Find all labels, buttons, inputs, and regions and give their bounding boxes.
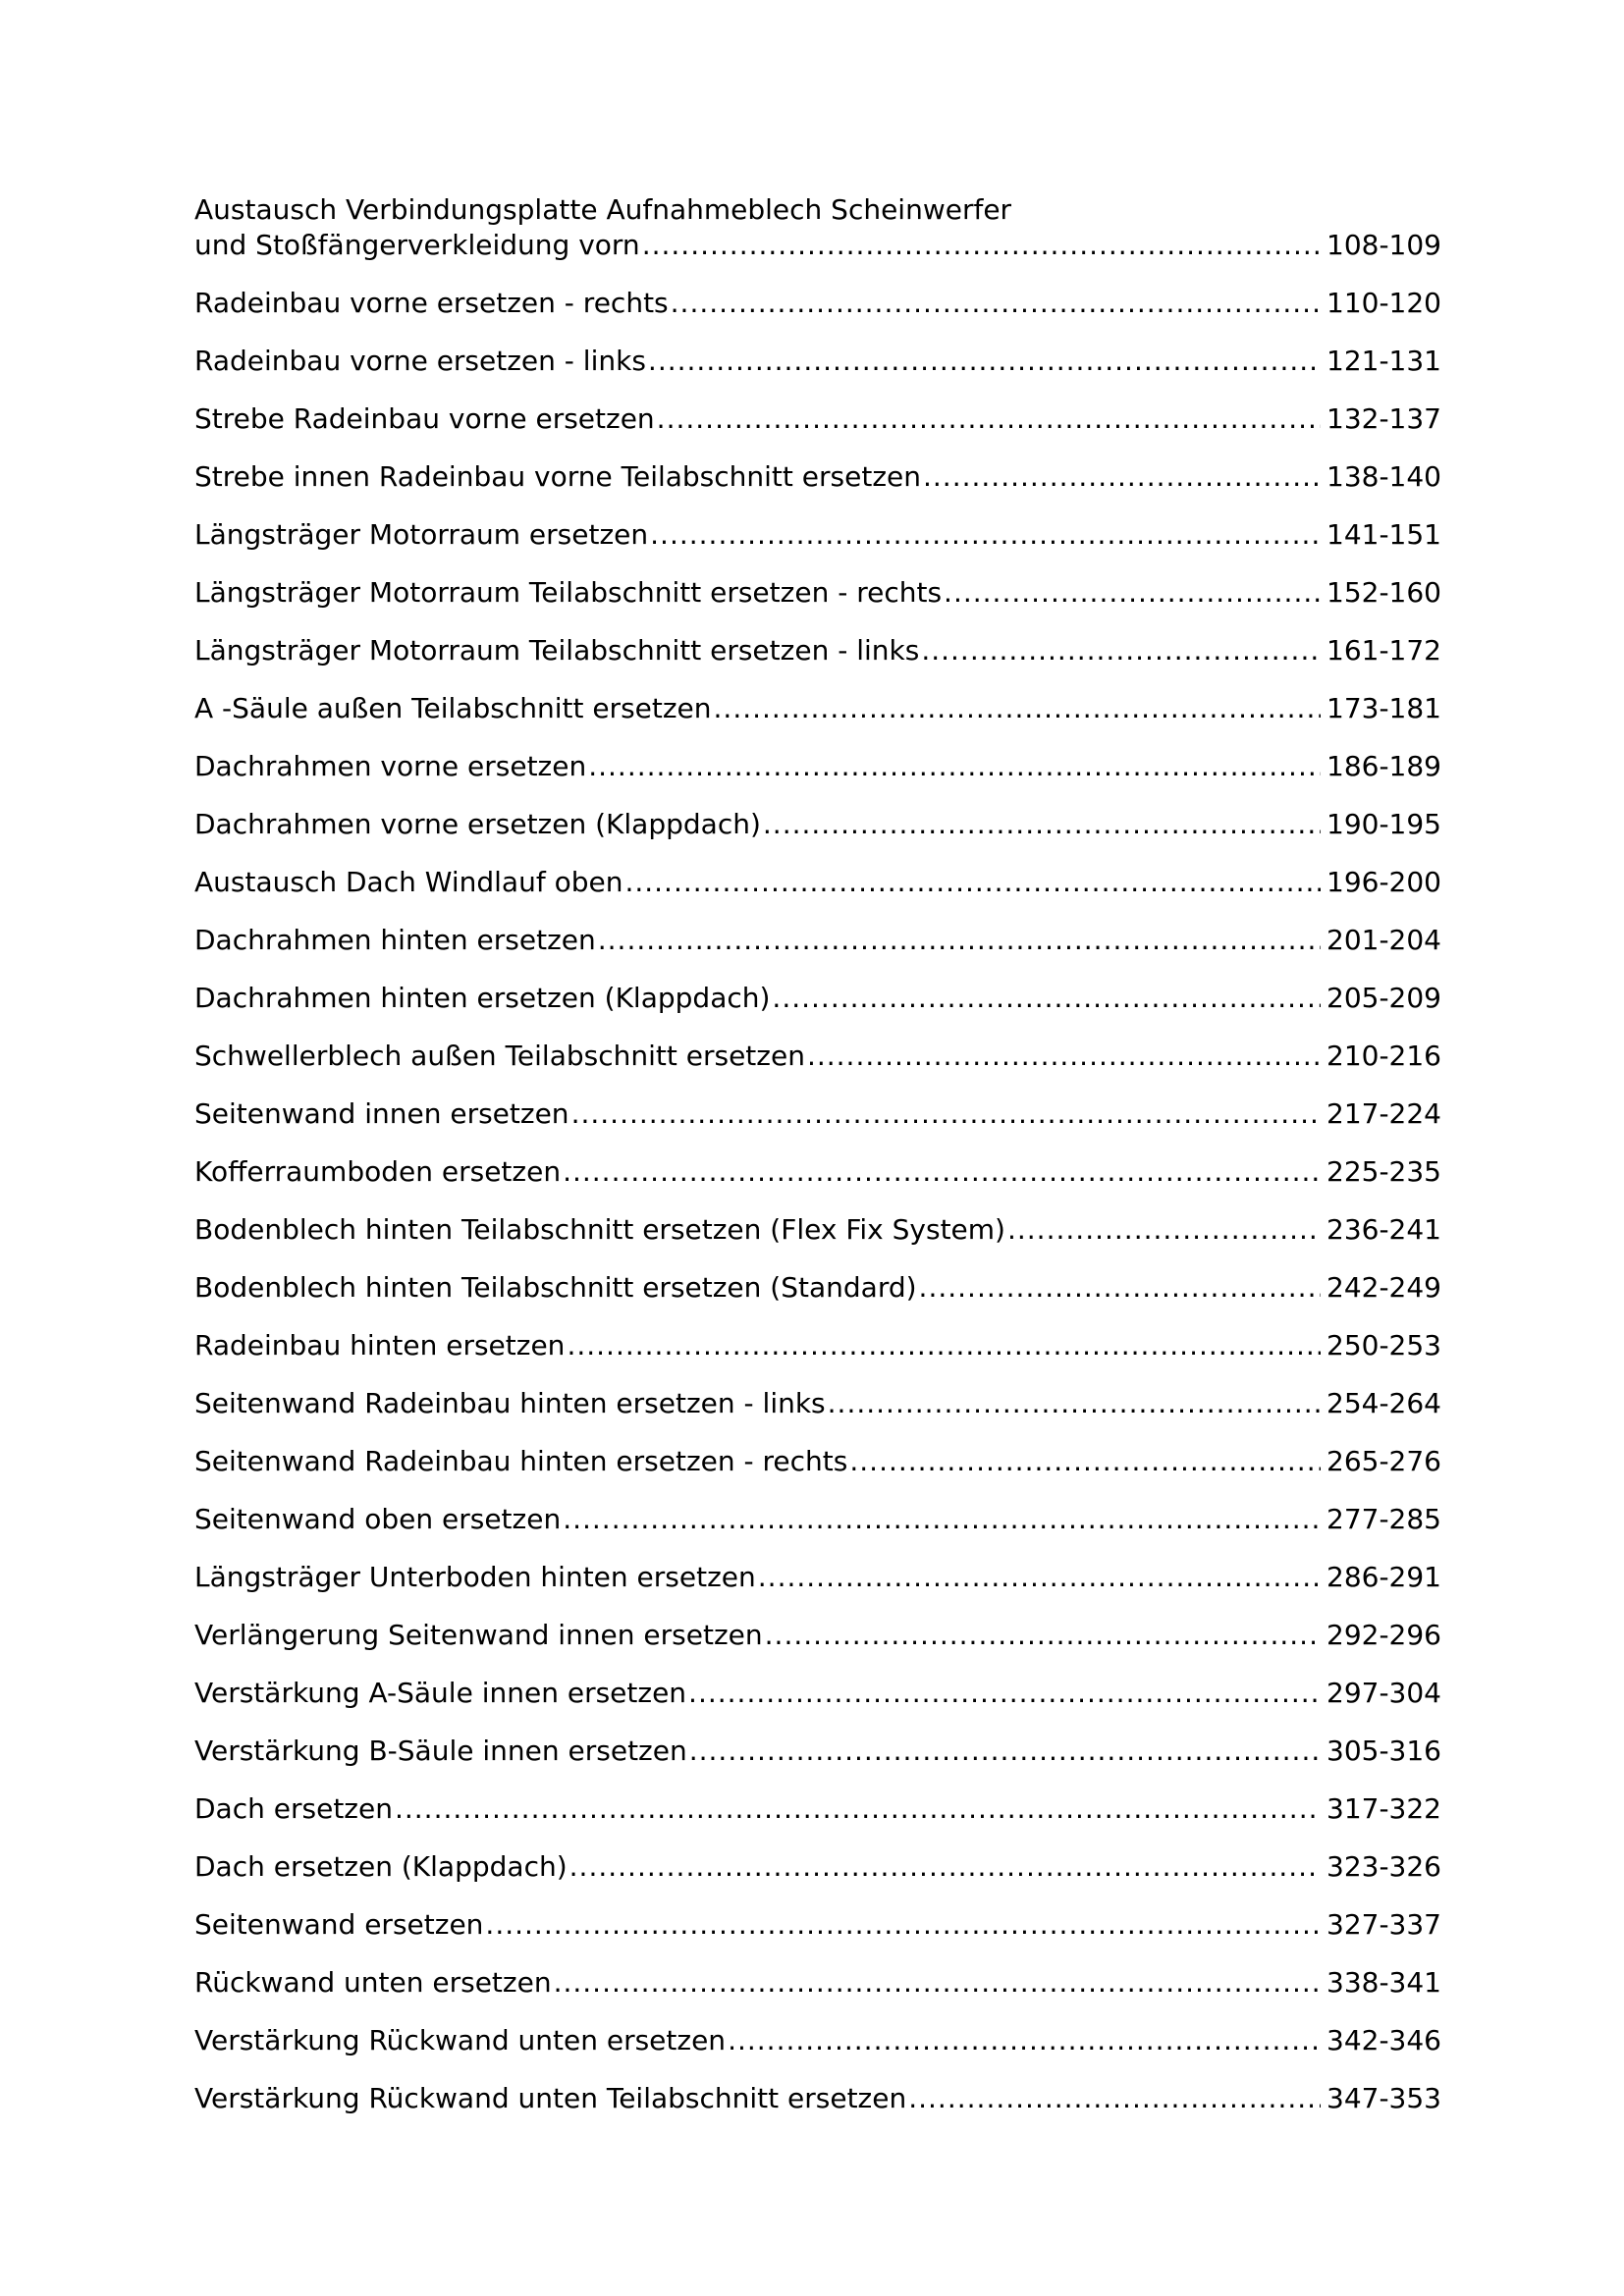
toc-entry-row [194, 1618, 1441, 1653]
toc-entry-title: Bodenblech hinten Teilabschnitt ersetzen (Standard) [194, 1271, 917, 1304]
toc-entry-row [194, 1328, 1441, 1363]
toc-entry [194, 749, 1441, 784]
dot-leader [908, 2081, 1321, 2116]
toc-entry-title: Verstärkung Rückwand unten Teilabschnitt ersetzen [194, 2082, 907, 2114]
toc-entry-row [194, 807, 1441, 842]
dot-leader [624, 865, 1321, 900]
toc-entry-row [194, 1444, 1441, 1479]
toc-entry-pages: 152-160 [1326, 576, 1441, 609]
toc-entry-pages: 305-316 [1326, 1735, 1441, 1767]
toc-entry-row [194, 1791, 1441, 1827]
toc-entry-title: Dachrahmen hinten ersetzen [194, 924, 596, 956]
dot-leader [828, 1386, 1321, 1421]
toc-entry-title: Dach ersetzen (Klappdach) [194, 1850, 568, 1883]
toc-entry [194, 1328, 1441, 1363]
toc-entry-title: A -Säule außen Teilabschnitt ersetzen [194, 692, 712, 724]
toc-entry [194, 1849, 1441, 1885]
dot-leader [849, 1444, 1321, 1479]
toc-entry-pages: 254-264 [1326, 1387, 1441, 1419]
toc-entry-title: Längsträger Motorraum ersetzen [194, 518, 649, 551]
toc-entry [194, 2081, 1441, 2116]
toc-entry-row [194, 401, 1441, 437]
toc-entry-pages: 277-285 [1326, 1503, 1441, 1535]
toc-entry-pages: 138-140 [1326, 460, 1441, 493]
table-of-contents [194, 192, 1441, 2139]
dot-leader [714, 691, 1321, 726]
toc-entry-title: Dachrahmen hinten ersetzen (Klappdach) [194, 982, 771, 1014]
toc-entry [194, 1907, 1441, 1943]
dot-leader [571, 1096, 1321, 1132]
dot-leader [758, 1560, 1321, 1595]
toc-entry [194, 1039, 1441, 1074]
dot-leader [1007, 1212, 1321, 1248]
toc-entry-pages: 210-216 [1326, 1040, 1441, 1072]
toc-entry-title: Seitenwand ersetzen [194, 1908, 484, 1941]
toc-entry [194, 192, 1441, 263]
toc-entry-pages: 242-249 [1326, 1271, 1441, 1304]
toc-entry-title: Dachrahmen vorne ersetzen [194, 750, 587, 782]
toc-entry-title: Seitenwand innen ersetzen [194, 1097, 569, 1130]
toc-entry-title: Strebe Radeinbau vorne ersetzen [194, 402, 655, 435]
toc-entry-pages: 217-224 [1326, 1097, 1441, 1130]
toc-entry [194, 344, 1441, 379]
dot-leader [554, 1965, 1321, 2001]
toc-entry-pages: 236-241 [1326, 1213, 1441, 1246]
toc-entry [194, 2023, 1441, 2058]
toc-entry-pages: 338-341 [1326, 1966, 1441, 1999]
toc-entry-pages: 323-326 [1326, 1850, 1441, 1883]
dot-leader [650, 517, 1321, 553]
dot-leader [588, 749, 1321, 784]
toc-entry [194, 981, 1441, 1016]
toc-entry-title: Verstärkung Rückwand unten ersetzen [194, 2024, 727, 2056]
dot-leader [923, 459, 1321, 495]
toc-entry-pages: 265-276 [1326, 1445, 1441, 1477]
dot-leader [765, 1618, 1321, 1653]
dot-leader [648, 344, 1321, 379]
toc-entry-pages: 161-172 [1326, 634, 1441, 667]
toc-entry [194, 286, 1441, 321]
toc-entry [194, 1444, 1441, 1479]
toc-entry-row [194, 1212, 1441, 1248]
dot-leader [671, 286, 1321, 321]
toc-entry-row [194, 2023, 1441, 2058]
toc-entry-title: Radeinbau vorne ersetzen - rechts [194, 287, 669, 319]
toc-entry-pages: 342-346 [1326, 2024, 1441, 2056]
toc-entry [194, 575, 1441, 611]
toc-entry [194, 1502, 1441, 1537]
toc-entry-row [194, 691, 1441, 726]
toc-entry-pages: 286-291 [1326, 1561, 1441, 1593]
toc-entry-row [194, 981, 1441, 1016]
dot-leader [563, 1154, 1321, 1190]
toc-entry-pages: 186-189 [1326, 750, 1441, 782]
dot-leader [728, 2023, 1321, 2058]
toc-entry-title: Längsträger Motorraum Teilabschnitt ersetzen - rechts [194, 576, 943, 609]
toc-entry-title-line1: Austausch Verbindungsplatte Aufnahmeblech Scheinwerfer [194, 193, 1012, 226]
toc-entry-title: Längsträger Unterboden hinten ersetzen [194, 1561, 756, 1593]
toc-entry-pages: 190-195 [1326, 808, 1441, 840]
toc-entry-pages: 201-204 [1326, 924, 1441, 956]
toc-entry-pages: 121-131 [1326, 345, 1441, 377]
toc-entry [194, 691, 1441, 726]
dot-leader [569, 1849, 1321, 1885]
dot-leader [598, 923, 1321, 958]
toc-entry-title: Verstärkung A-Säule innen ersetzen [194, 1677, 687, 1709]
dot-leader [567, 1328, 1321, 1363]
toc-entry-pages: 317-322 [1326, 1792, 1441, 1825]
toc-entry [194, 1618, 1441, 1653]
toc-entry-row [194, 1907, 1441, 1943]
dot-leader [563, 1502, 1321, 1537]
dot-leader [919, 1270, 1321, 1306]
toc-entry-pages: 297-304 [1326, 1677, 1441, 1709]
toc-entry-row [194, 228, 1441, 263]
dot-leader [772, 981, 1321, 1016]
toc-entry [194, 1734, 1441, 1769]
toc-entry-title: Seitenwand Radeinbau hinten ersetzen - links [194, 1387, 826, 1419]
dot-leader [657, 401, 1321, 437]
toc-entry-title: und Stoßfängerverkleidung vorn [194, 229, 640, 261]
toc-entry-pages: 196-200 [1326, 866, 1441, 898]
toc-entry [194, 923, 1441, 958]
toc-entry [194, 517, 1441, 553]
toc-entry-row [194, 1386, 1441, 1421]
toc-entry-pages: 250-253 [1326, 1329, 1441, 1362]
toc-entry-pages: 347-353 [1326, 2082, 1441, 2114]
dot-leader [763, 807, 1321, 842]
toc-entry [194, 865, 1441, 900]
toc-entry-row [194, 1734, 1441, 1769]
toc-entry-row [194, 923, 1441, 958]
toc-entry-pages: 173-181 [1326, 692, 1441, 724]
dot-leader [485, 1907, 1321, 1943]
toc-entry-title: Radeinbau vorne ersetzen - links [194, 345, 646, 377]
toc-entry-row [194, 1270, 1441, 1306]
toc-entry-row [194, 1965, 1441, 2001]
dot-leader [688, 1676, 1321, 1711]
toc-entry-row [194, 2081, 1441, 2116]
toc-entry [194, 1212, 1441, 1248]
toc-entry [194, 1386, 1441, 1421]
toc-entry-title: Kofferraumboden ersetzen [194, 1155, 562, 1188]
toc-entry [194, 1965, 1441, 2001]
toc-entry [194, 1154, 1441, 1190]
toc-entry-row [194, 517, 1441, 553]
toc-entry-pages: 141-151 [1326, 518, 1441, 551]
toc-entry-row [194, 1560, 1441, 1595]
toc-entry-row [194, 1849, 1441, 1885]
toc-entry-row [194, 1502, 1441, 1537]
toc-entry-row [194, 1096, 1441, 1132]
toc-entry-title: Radeinbau hinten ersetzen [194, 1329, 566, 1362]
toc-entry-title: Dach ersetzen [194, 1792, 393, 1825]
dot-leader [642, 228, 1321, 263]
toc-entry-row [194, 633, 1441, 668]
toc-entry-title: Strebe innen Radeinbau vorne Teilabschnitt ersetzen [194, 460, 921, 493]
toc-entry-row [194, 1039, 1441, 1074]
toc-entry-row [194, 575, 1441, 611]
toc-entry-title: Dachrahmen vorne ersetzen (Klappdach) [194, 808, 761, 840]
dot-leader [689, 1734, 1321, 1769]
toc-entry-pages: 108-109 [1326, 229, 1441, 261]
toc-entry-title: Verlängerung Seitenwand innen ersetzen [194, 1619, 763, 1651]
toc-entry [194, 401, 1441, 437]
toc-entry [194, 1791, 1441, 1827]
toc-entry-title: Bodenblech hinten Teilabschnitt ersetzen (Flex Fix System) [194, 1213, 1005, 1246]
dot-leader [944, 575, 1321, 611]
toc-entry-title: Seitenwand Radeinbau hinten ersetzen - rechts [194, 1445, 848, 1477]
toc-entry-pages: 205-209 [1326, 982, 1441, 1014]
toc-entry-title: Verstärkung B-Säule innen ersetzen [194, 1735, 687, 1767]
toc-entry [194, 459, 1441, 495]
toc-entry-row [194, 344, 1441, 379]
toc-entry-title: Rückwand unten ersetzen [194, 1966, 552, 1999]
toc-entry-pages: 292-296 [1326, 1619, 1441, 1651]
dot-leader [395, 1791, 1321, 1827]
toc-entry-row [194, 1676, 1441, 1711]
toc-entry-pages: 225-235 [1326, 1155, 1441, 1188]
toc-entry-row [194, 286, 1441, 321]
toc-entry [194, 1096, 1441, 1132]
toc-entry-row [194, 459, 1441, 495]
toc-entry [194, 1676, 1441, 1711]
toc-entry-row [194, 1154, 1441, 1190]
toc-entry-row [194, 865, 1441, 900]
toc-entry-title: Austausch Dach Windlauf oben [194, 866, 623, 898]
toc-entry-pages: 327-337 [1326, 1908, 1441, 1941]
dot-leader [921, 633, 1321, 668]
toc-entry [194, 1270, 1441, 1306]
toc-entry-row [194, 749, 1441, 784]
toc-entry-pages: 132-137 [1326, 402, 1441, 435]
toc-entry [194, 633, 1441, 668]
toc-entry-title: Längsträger Motorraum Teilabschnitt ersetzen - links [194, 634, 920, 667]
toc-entry-title: Seitenwand oben ersetzen [194, 1503, 562, 1535]
toc-entry [194, 807, 1441, 842]
toc-entry-pages: 110-120 [1326, 287, 1441, 319]
toc-entry-title: Schwellerblech außen Teilabschnitt ersetzen [194, 1040, 805, 1072]
toc-entry [194, 1560, 1441, 1595]
dot-leader [807, 1039, 1321, 1074]
